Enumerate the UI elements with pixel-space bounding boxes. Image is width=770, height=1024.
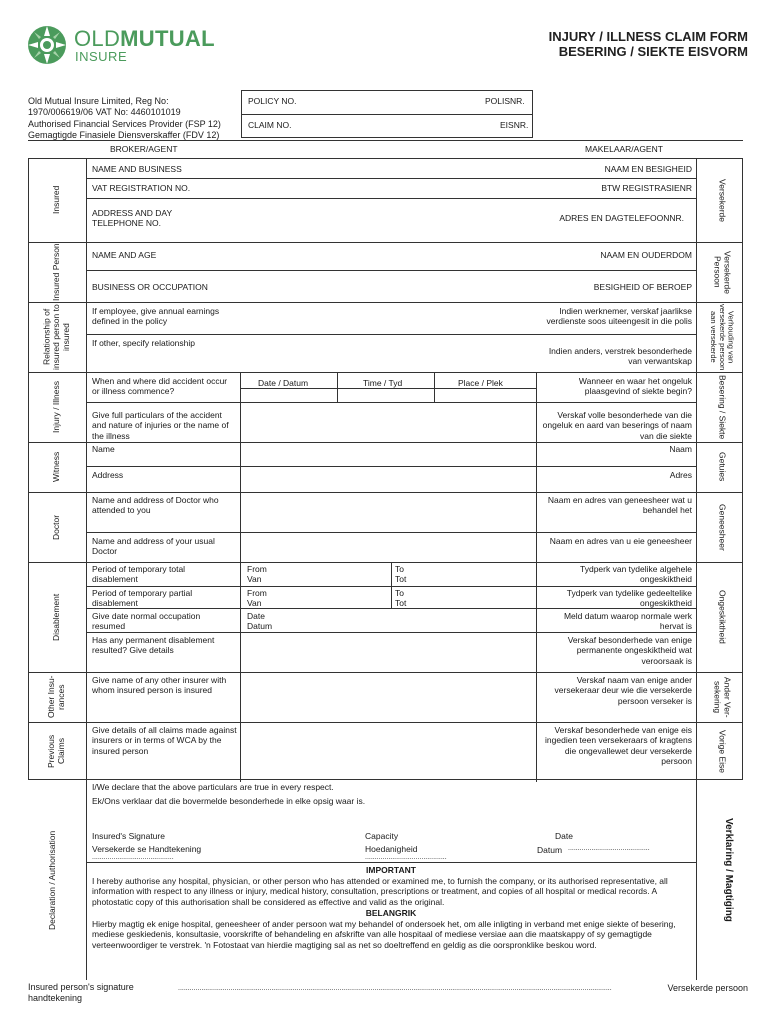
beroep-label: BESIGHEID OF BEROEP [593, 282, 692, 292]
total-disablement-label: Period of temporary total disablement [92, 564, 186, 585]
werknemer-label: Indien werknemer, verskaf jaarlikse verdienste soos uiteengesit in die polis [546, 306, 692, 327]
naam-ouderdom-label: NAAM EN OUDERDOM [600, 250, 692, 260]
volle-besonderhede-label: Verskaf volle besonderhede van die ongeluk en aard van beserings of naam van die siekte [542, 410, 692, 441]
footer-versekerde: Versekerde persoon [667, 983, 748, 993]
from-label-1: From Van [247, 564, 267, 585]
date-col-label: Date / Datum [258, 378, 309, 388]
employee-earnings-field[interactable] [240, 304, 536, 332]
witness-name-label: Name [92, 444, 115, 454]
side-ander-versekering: Ander Ver-sekering [712, 676, 733, 718]
other-relationship-label: If other, specify relationship [92, 338, 196, 348]
address-label: ADDRESS AND DAY TELEPHONE NO. [92, 208, 173, 229]
side-ongeskiktheid: Ongeskiktheid [717, 590, 728, 644]
form-title-af: BESERING / SIEKTE EISVORM [558, 44, 748, 59]
doctor-attended-label: Name and address of Doctor who attended to you [92, 495, 219, 516]
declaration-en: I/We declare that the above particulars are true in every respect. [92, 782, 334, 792]
usual-doctor-field[interactable] [241, 534, 535, 560]
logo-insure: INSURE [75, 49, 128, 64]
ander-versekeraar-label: Verskaf naam van enige ander versekeraar deur wie die versekerde persoon verseker is [554, 675, 692, 706]
resumed-label: Give date normal occupation resumed [92, 611, 201, 632]
claim-no-label: CLAIM NO. [248, 120, 292, 130]
geneesheer-behandel-label: Naam en adres van geneesheer wat u behandel het [547, 495, 692, 516]
permanente-label: Verskaf besonderhede van enige permanente ongeskiktheid wat veroorsaak is [567, 635, 692, 666]
footer-signature-field[interactable] [178, 978, 633, 996]
side-previous-claims: Previous Claims [46, 734, 66, 768]
getuie-adres-label: Adres [669, 470, 692, 480]
vorige-eise-label: Verskaf besonderhede van enige eis ingedien teen versekeraars of kragtens die ongevallewet deur versekerde persoon [545, 725, 692, 767]
partial-disablement-label: Period of temporary partial disablement [92, 588, 193, 609]
datum-label: Datum [537, 845, 563, 855]
declaration-date-field[interactable] [570, 838, 690, 854]
total-from-field[interactable] [275, 564, 385, 584]
side-relationship: Relationship of insured person to insured [41, 304, 71, 370]
permanent-field[interactable] [241, 634, 535, 670]
footer-signature-dots: ............................................................................................................................................................................................................................... [178, 985, 612, 992]
accident-date-field[interactable] [241, 389, 336, 401]
eie-geneesheer-label: Naam en adres van u eie geneesheer [549, 536, 692, 546]
wanneer-label: Wanneer en waar het ongeluk plaasgevind of siekte begin? [578, 376, 692, 397]
usual-doctor-label: Name and address of your usual Doctor [92, 536, 215, 557]
important-heading: IMPORTANT [366, 865, 416, 875]
policy-no-field[interactable] [300, 96, 480, 110]
previous-claims-label: Give details of all claims made against insurers or in terms of WCA by the insured person [92, 725, 237, 756]
capacity-dots: .......................................... [365, 854, 447, 861]
partial-to-field[interactable] [415, 588, 530, 606]
place-col-label: Place / Plek [458, 378, 503, 388]
partial-from-field[interactable] [275, 588, 385, 606]
hervat-label: Meld datum waarop normale werk hervat is [563, 611, 692, 632]
eisnr-label: EISNR. [500, 120, 529, 130]
name-business-label: NAME AND BUSINESS [92, 164, 182, 174]
algehele-label: Tydperk van tydelike algehele ongeskiktheid [580, 564, 692, 585]
polisnr-label: POLISNR. [485, 96, 525, 106]
accident-time-field[interactable] [338, 389, 433, 401]
other-insurer-field[interactable] [241, 674, 535, 720]
particulars-field[interactable] [241, 404, 535, 440]
occupation-field[interactable] [240, 272, 540, 300]
side-versekerde: Versekerde [717, 178, 728, 222]
important-text: I hereby authorise any hospital, physician, or other person who has attended or examined me, to furnish the company, or its authorised representative, all information with respect to any illness or injury, medical history, consultation, prescriptions or treatment, and copies of all hospital or medical records. A photostatic copy of this authorisation shall be considered as effective and valid as the original. [92, 876, 668, 907]
date-label: Date [555, 831, 573, 841]
permanent-label: Has any permanent disablement resulted? Give details [92, 635, 215, 656]
address-field[interactable] [240, 200, 540, 240]
when-where-label: When and where did accident occur or illness commence? [92, 376, 228, 397]
old-mutual-logo-icon [26, 24, 68, 66]
side-insured-person: Insured Person [51, 243, 62, 301]
adres-label: ADRES EN DAGTELEFOONNR. [559, 213, 684, 223]
side-witness: Witness [51, 451, 62, 483]
side-geneesheer: Geneesheer [717, 503, 728, 551]
resumed-date-field[interactable] [285, 611, 530, 629]
side-injury: Injury / Illness [51, 381, 62, 433]
belangrik-heading: BELANGRIK [365, 908, 417, 918]
side-disablement: Disablement [51, 593, 62, 641]
getuie-naam-label: Naam [669, 444, 692, 454]
time-col-label: Time / Tyd [363, 378, 403, 388]
side-getuies: Getuies [717, 452, 728, 482]
broker-label-en: BROKER/AGENT [110, 144, 178, 154]
occupation-label: BUSINESS OR OCCUPATION [92, 282, 208, 292]
signature-dots: .......................................... [92, 854, 174, 861]
declaration-af: Ek/Ons verklaar dat die bovermelde besonderhede in elke opsig waar is. [92, 796, 366, 806]
doctor-attended-field[interactable] [241, 494, 535, 530]
witness-address-label: Address [92, 470, 124, 480]
name-age-label: NAME AND AGE [92, 250, 157, 260]
name-age-field[interactable] [240, 244, 540, 268]
side-verhouding: Verhouding van versekerde persoon aan versekerde [709, 303, 736, 371]
from-label-2: From Van [247, 588, 267, 609]
other-relationship-field[interactable] [240, 336, 536, 370]
policy-no-label: POLICY NO. [248, 96, 297, 106]
witness-name-field[interactable] [241, 444, 535, 464]
side-doctor: Doctor [51, 514, 62, 540]
side-insured: Insured [51, 185, 62, 215]
side-verklaring: Verklaring / Magtiging [722, 818, 734, 922]
side-vorige-eise: Vorige Eise [717, 729, 728, 773]
anders-label: Indien anders, verstrek besonderhede van verwantskap [548, 346, 692, 367]
witness-address-field[interactable] [241, 468, 535, 490]
name-business-field[interactable] [240, 160, 540, 176]
vat-label: VAT REGISTRATION NO. [92, 183, 191, 193]
particulars-label: Give full particulars of the accident and nature of injuries or the name of the illness [92, 410, 229, 441]
logo-wordmark: OLDMUTUAL [74, 26, 215, 51]
btw-label: BTW REGISTRASIENR [601, 183, 692, 193]
side-versekerde-persoon: Versekerde Persoon [712, 250, 733, 294]
broker-field[interactable] [240, 142, 560, 156]
belangrik-text: Hierby magtig ek enige hospital, geneesheer of ander persoon wat my behandel of ondersoek het, om alle inligting in verband met enige siekte of besering, mediese geskiedenis, konsultasie, voorskrifte of behandeling en afskrifte van alle hospitaal of mediese versiae aan die maatskappy of sy gemagtigde verteenwoordiger te verstrek. 'n Fotostaat van hierdie magtiging sal as net so doeltreffend en geldig as die oorspronklike beskou word. [92, 919, 676, 950]
to-label-1: To Tot [395, 564, 407, 585]
vat-field[interactable] [240, 180, 540, 196]
form-title-en: INJURY / ILLNESS CLAIM FORM [548, 29, 748, 44]
to-label-2: To Tot [395, 588, 407, 609]
footer-signature-label: Insured person's signature handtekening [28, 982, 134, 1003]
previous-claims-field[interactable] [241, 724, 535, 778]
accident-place-field[interactable] [435, 389, 535, 401]
side-other-insurances: Other Insu-rances [46, 675, 66, 719]
side-besering: Besering / Siekte [717, 374, 728, 440]
resumed-date-label: Date Datum [247, 611, 273, 632]
insured-signature-field[interactable] [180, 830, 330, 858]
broker-label-af: MAKELAAR/AGENT [585, 144, 663, 154]
other-insurer-label: Give name of any other insurer with whom insured person is insured [92, 675, 227, 696]
capacity-field[interactable] [420, 830, 530, 858]
employee-earnings-label: If employee, give annual earnings defined in the policy [92, 306, 220, 327]
claim-no-field[interactable] [300, 120, 490, 134]
capacity-label: Capacity Hoedanigheid [365, 831, 418, 855]
insured-signature-label: Insured's Signature Versekerde se Handtekening [92, 831, 202, 855]
gedeeltelike-label: Tydperk van tydelike gedeeltelike ongeskiktheid [566, 588, 692, 609]
side-declaration: Declaration / Authorisation [47, 830, 58, 930]
naam-besigheid-label: NAAM EN BESIGHEID [604, 164, 692, 174]
company-details: Old Mutual Insure Limited, Reg No: 1970/006619/06 VAT No: 4460101019 Authorised Financial Services Provider (FSP 12) Gemagtigde Finasiele Diensverskaffer (FDV 12) [28, 96, 221, 140]
date-dots: .......................................... [568, 845, 650, 852]
total-to-field[interactable] [415, 564, 530, 584]
